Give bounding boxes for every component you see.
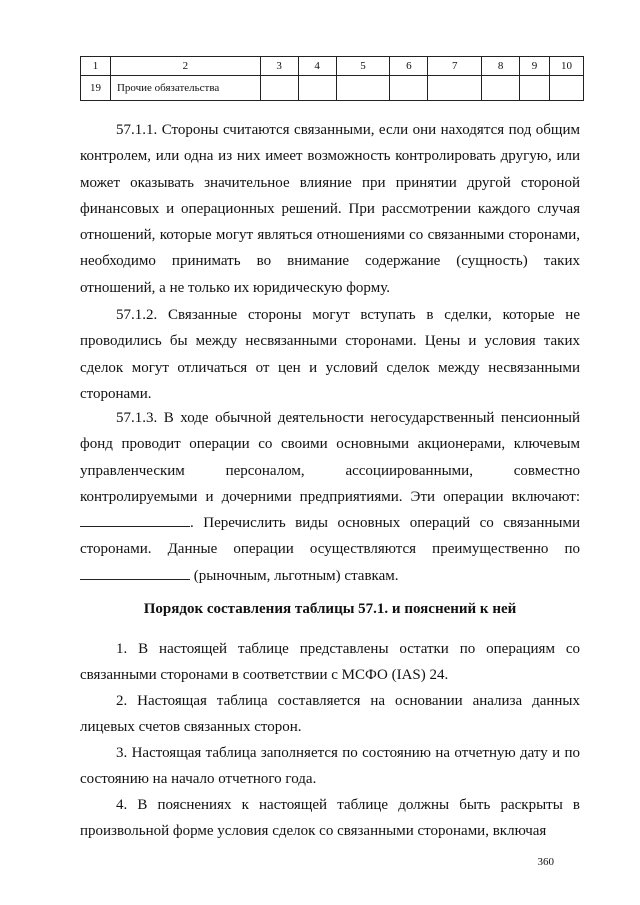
table-cell (336, 76, 390, 101)
column-number: 5 (336, 57, 390, 76)
table-row (81, 76, 584, 101)
paragraph-57-1-3 (80, 405, 580, 589)
column-number: 7 (428, 57, 482, 76)
paragraph-57-1-2: 57.1.2. Связанные стороны могут вступать в сделки, которые не проводились бы между несвязанными сторонами. Цены и условия таких сделок могут отличаться от цен и условий сделок между несвязанными сторонами. (80, 307, 580, 402)
table-cell (428, 76, 482, 101)
paragraph-57-1-1: 57.1.1. Стороны считаются связанными, если они находятся под общим контролем, или одна из них имеет возможность контролировать другую, или может оказывать значительное влияние при принятии другой стороной финансовых и операционных решений. При рассмотрении каждого случая отношений, которые могут являться отношениями со связанными сторонами, необходимо принимать во внимание содержание (сущность) таких отношений, а не только их юридическую форму. (80, 122, 580, 296)
summary-table (80, 56, 584, 101)
table-cell (298, 76, 336, 101)
list-item: 4. В пояснениях к настоящей таблице должны быть раскрыты в произвольной форме условия сделок со связанными сторонами, включая (80, 797, 580, 840)
column-number: 6 (390, 57, 428, 76)
table-cell (260, 76, 298, 101)
column-number: 2 (110, 57, 260, 76)
row-label: Прочие обязательства (110, 76, 260, 101)
table-cell (390, 76, 428, 101)
list-item: 2. Настоящая таблица составляется на основании анализа данных лицевых счетов связанных сторон. (80, 693, 580, 736)
column-number: 3 (260, 57, 298, 76)
paragraph-text: . Перечислить виды основных операций со связанными сторонами. Данные операции осуществляются преимущественно по (80, 515, 580, 558)
column-number: 9 (520, 57, 550, 76)
paragraph-text: 57.1.3. В ходе обычной деятельности негосударственный пенсионный фонд проводит операции со своими основными акционерами, ключевым управленческим персоналом, ассоциированными, совместно контролируемыми и дочерними предприятиями. Эти операции включают: (80, 410, 580, 505)
page-number: 360 (537, 856, 554, 868)
paragraph-text: (рыночным, льготным) ставкам. (193, 567, 399, 584)
list-item: 3. Настоящая таблица заполняется по состоянию на отчетную дату и по состоянию на начало отчетного года. (80, 745, 580, 788)
column-number: 10 (549, 57, 583, 76)
blank-line (80, 512, 190, 527)
blank-line (80, 565, 190, 580)
table-cell (482, 76, 520, 101)
table-cell (520, 76, 550, 101)
table-header-row (81, 57, 584, 76)
row-number: 19 (81, 76, 111, 101)
list-item: 1. В настоящей таблице представлены остатки по операциям со связанными сторонами в соответствии с МСФО (IAS) 24. (80, 641, 580, 684)
section-heading: Порядок составления таблицы 57.1. и пояснений к ней (143, 601, 517, 617)
column-number: 4 (298, 57, 336, 76)
table-cell (549, 76, 583, 101)
column-number: 8 (482, 57, 520, 76)
column-number: 1 (81, 57, 111, 76)
